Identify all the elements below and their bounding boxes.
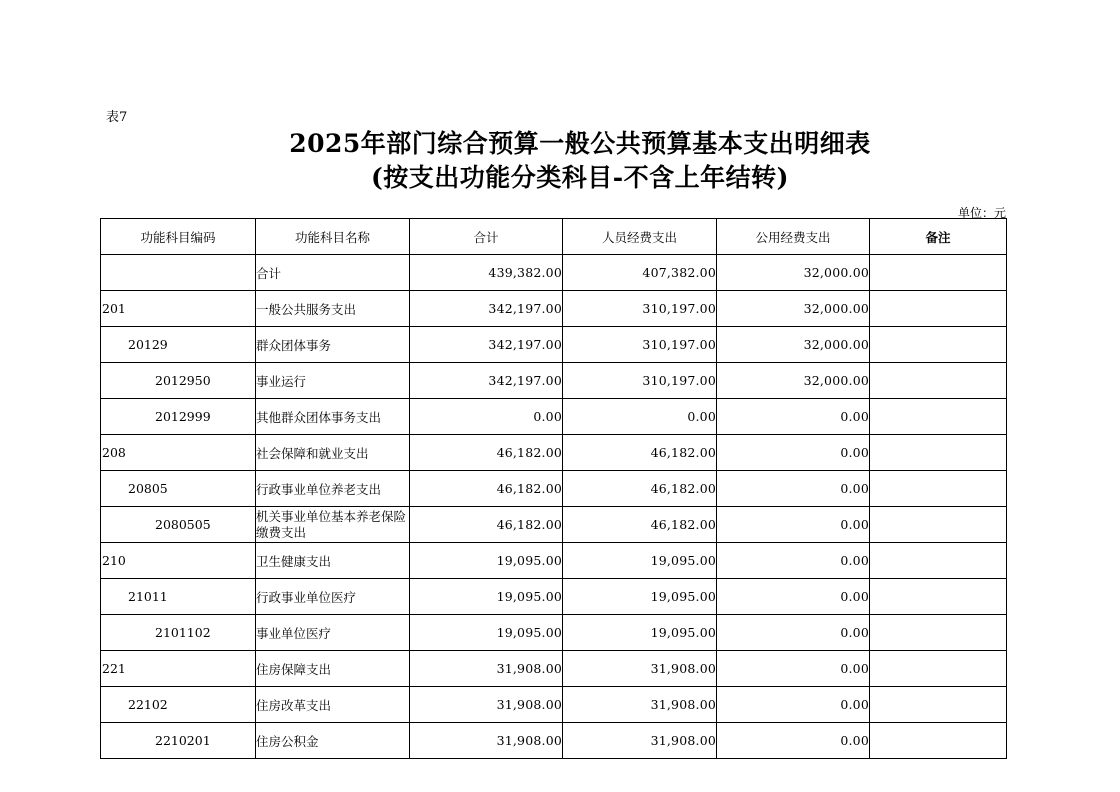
table-row (101, 435, 1007, 471)
table-body (101, 255, 1007, 759)
cell-public: 0.00 (717, 543, 870, 579)
cell-name: 事业单位医疗 (256, 615, 410, 651)
cell-total: 46,182.00 (410, 507, 563, 543)
table-row (101, 651, 1007, 687)
table-row (101, 327, 1007, 363)
table-row (101, 471, 1007, 507)
cell-total: 342,197.00 (410, 291, 563, 327)
cell-code: 210 (101, 543, 256, 579)
table-header (101, 219, 1007, 255)
cell-name: 群众团体事务 (256, 327, 410, 363)
cell-personnel: 0.00 (563, 399, 717, 435)
table-row (101, 291, 1007, 327)
cell-code: 21011 (101, 579, 256, 615)
cell-remark (870, 363, 1007, 399)
cell-name: 机关事业单位基本养老保险缴费支出 (256, 507, 410, 543)
header-public: 公用经费支出 (717, 219, 870, 255)
cell-remark (870, 687, 1007, 723)
table-row (101, 579, 1007, 615)
cell-public: 32,000.00 (717, 255, 870, 291)
table-row (101, 363, 1007, 399)
cell-personnel: 31,908.00 (563, 651, 717, 687)
table-row (101, 399, 1007, 435)
cell-public: 0.00 (717, 723, 870, 759)
cell-name: 住房改革支出 (256, 687, 410, 723)
cell-remark (870, 399, 1007, 435)
cell-name: 住房保障支出 (256, 651, 410, 687)
cell-code: 22102 (101, 687, 256, 723)
cell-total: 19,095.00 (410, 579, 563, 615)
unit-label: 单位：元 (957, 206, 1006, 220)
cell-remark (870, 435, 1007, 471)
cell-remark (870, 651, 1007, 687)
cell-total: 46,182.00 (410, 435, 563, 471)
cell-name: 卫生健康支出 (256, 543, 410, 579)
cell-code: 2080505 (101, 507, 256, 543)
cell-remark (870, 615, 1007, 651)
table-row (101, 543, 1007, 579)
cell-public: 0.00 (717, 651, 870, 687)
cell-code: 208 (101, 435, 256, 471)
cell-public: 32,000.00 (717, 327, 870, 363)
cell-total: 19,095.00 (410, 543, 563, 579)
table-row (101, 255, 1007, 291)
cell-remark (870, 471, 1007, 507)
cell-total: 31,908.00 (410, 687, 563, 723)
page-title: 2025年部门综合预算一般公共预算基本支出明细表 (289, 129, 871, 158)
cell-remark (870, 507, 1007, 543)
table-number-label: 表7 (106, 110, 128, 125)
cell-remark (870, 723, 1007, 759)
cell-personnel: 310,197.00 (563, 363, 717, 399)
cell-personnel: 31,908.00 (563, 723, 717, 759)
cell-personnel: 310,197.00 (563, 291, 717, 327)
table-row (101, 507, 1007, 543)
cell-public: 0.00 (717, 507, 870, 543)
cell-personnel: 31,908.00 (563, 687, 717, 723)
cell-public: 0.00 (717, 687, 870, 723)
cell-personnel: 19,095.00 (563, 579, 717, 615)
cell-remark (870, 543, 1007, 579)
table-row (101, 687, 1007, 723)
cell-total: 342,197.00 (410, 363, 563, 399)
cell-code: 2101102 (101, 615, 256, 651)
cell-name: 一般公共服务支出 (256, 291, 410, 327)
table-row (101, 723, 1007, 759)
cell-code: 20129 (101, 327, 256, 363)
cell-name: 其他群众团体事务支出 (256, 399, 410, 435)
cell-personnel: 46,182.00 (563, 471, 717, 507)
cell-code: 2012999 (101, 399, 256, 435)
page-subtitle: (按支出功能分类科目-不含上年结转) (370, 163, 790, 192)
budget-detail-table (100, 218, 1007, 759)
cell-total: 342,197.00 (410, 327, 563, 363)
cell-code: 2012950 (101, 363, 256, 399)
cell-name: 事业运行 (256, 363, 410, 399)
cell-personnel: 310,197.00 (563, 327, 717, 363)
header-remark: 备注 (870, 219, 1007, 255)
cell-name: 合计 (256, 255, 410, 291)
table-row (101, 615, 1007, 651)
cell-code: 2210201 (101, 723, 256, 759)
cell-public: 0.00 (717, 471, 870, 507)
cell-total: 19,095.00 (410, 615, 563, 651)
cell-name: 住房公积金 (256, 723, 410, 759)
cell-personnel: 46,182.00 (563, 435, 717, 471)
cell-total: 0.00 (410, 399, 563, 435)
cell-public: 32,000.00 (717, 363, 870, 399)
cell-total: 439,382.00 (410, 255, 563, 291)
cell-code: 221 (101, 651, 256, 687)
cell-public: 32,000.00 (717, 291, 870, 327)
cell-personnel: 407,382.00 (563, 255, 717, 291)
cell-name: 行政事业单位医疗 (256, 579, 410, 615)
header-code: 功能科目编码 (101, 219, 256, 255)
cell-public: 0.00 (717, 615, 870, 651)
cell-name: 社会保障和就业支出 (256, 435, 410, 471)
cell-name: 行政事业单位养老支出 (256, 471, 410, 507)
cell-code: 201 (101, 291, 256, 327)
cell-code: 20805 (101, 471, 256, 507)
cell-public: 0.00 (717, 399, 870, 435)
cell-remark (870, 291, 1007, 327)
cell-personnel: 46,182.00 (563, 507, 717, 543)
header-total: 合计 (410, 219, 563, 255)
header-name: 功能科目名称 (256, 219, 410, 255)
header-row (101, 219, 1007, 255)
header-personnel: 人员经费支出 (563, 219, 717, 255)
cell-remark (870, 579, 1007, 615)
cell-total: 31,908.00 (410, 651, 563, 687)
cell-total: 31,908.00 (410, 723, 563, 759)
cell-personnel: 19,095.00 (563, 615, 717, 651)
cell-public: 0.00 (717, 579, 870, 615)
cell-total: 46,182.00 (410, 471, 563, 507)
cell-code (101, 255, 256, 291)
cell-personnel: 19,095.00 (563, 543, 717, 579)
cell-remark (870, 255, 1007, 291)
cell-public: 0.00 (717, 435, 870, 471)
cell-remark (870, 327, 1007, 363)
